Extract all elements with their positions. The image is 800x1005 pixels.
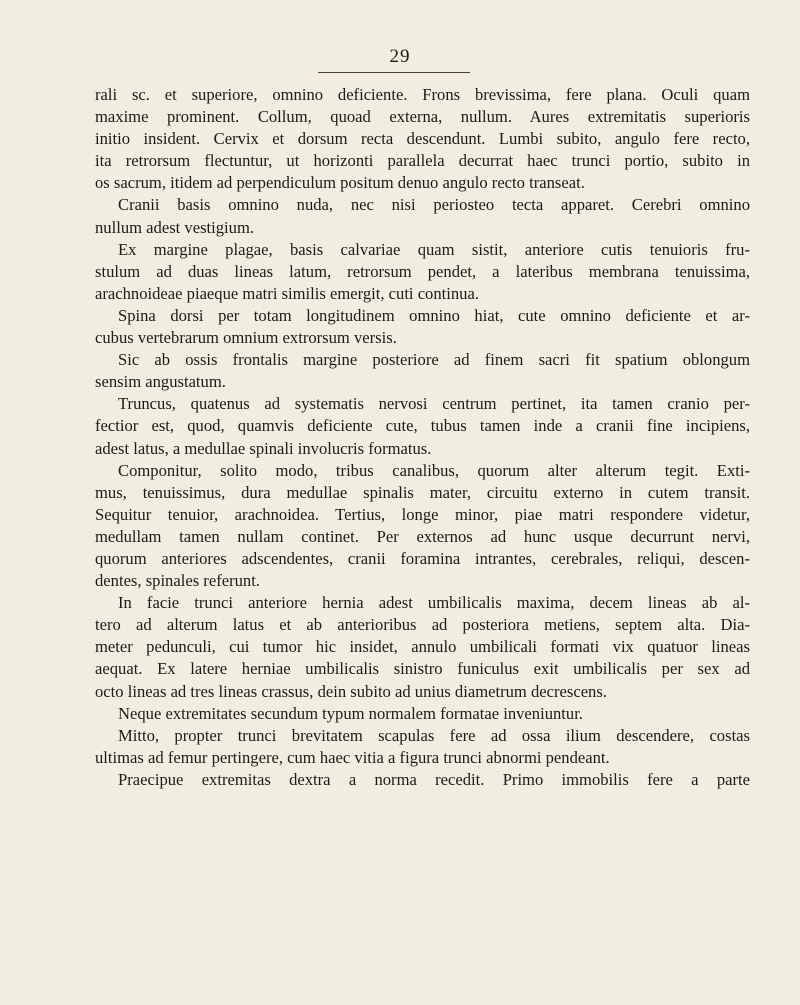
paragraph: [95, 460, 750, 593]
body-text: [95, 84, 750, 791]
text-line: Sic ab ossis frontalis margine posteriore ad finem sacri fit spatium oblongum: [118, 350, 750, 370]
text-line: rali sc. et superiore, omnino deficiente. Frons brevissima, fere plana. Oculi quam: [95, 85, 750, 104]
text-line: adest latus, a medullae spinali involucris formatus.: [95, 438, 432, 458]
text-line: aequat. Ex latere herniae umbilicalis sinistro funiculus exit umbilicalis per sex ad: [95, 659, 750, 679]
text-line: medullam tamen nullam continet. Per externos ad hunc usque decurrunt nervi,: [95, 526, 750, 546]
paragraph: [95, 393, 750, 459]
text-line: arachnoideae piaeque matri similis emergit, cuti continua.: [95, 283, 479, 303]
text-line: ultimas ad femur pertingere, cum haec vitia a figura trunci abnormi pendeant.: [95, 747, 610, 767]
text-line: Ex margine plagae, basis calvariae quam sistit, anteriore cutis tenuioris fru-: [118, 239, 750, 259]
text-line: stulum ad duas lineas latum, retrorsum pendet, a lateribus membrana tenuissima,: [95, 261, 750, 281]
text-line: Truncus, quatenus ad systematis nervosi centrum pertinet, ita tamen cranio per-: [118, 394, 750, 414]
text-line: Cranii basis omnino nuda, nec nisi periosteo tecta apparet. Cerebri omnino: [118, 195, 750, 215]
paragraph: [95, 592, 750, 702]
text-line: octo lineas ad tres lineas crassus, dein subito ad unius diametrum decrescens.: [95, 681, 607, 701]
text-line: initio insident. Cervix et dorsum recta descendunt. Lumbi subito, angulo fere recto,: [95, 129, 750, 149]
text-line: quorum anteriores adscendentes, cranii foramina intrantes, cerebrales, reliqui, descen-: [95, 548, 750, 568]
text-line: fectior est, quod, quamvis deficiente cute, tubus tamen inde a cranii fine incipiens,: [95, 416, 750, 436]
text-line: Neque extremitates secundum typum normalem formatae inveniuntur.: [118, 703, 583, 723]
text-line: nullum adest vestigium.: [95, 217, 255, 237]
text-line: maxime prominent. Collum, quoad externa, nullum. Aures extremitatis superioris: [95, 107, 750, 127]
page-number: 29: [389, 46, 411, 67]
text-line: mus, tenuissimus, dura medullae spinalis mater, circuitu externo in cutem transit.: [95, 482, 750, 502]
text-line: ita retrorsum flectuntur, ut horizonti parallela decurrat haec trunci portio, subito in: [95, 151, 750, 171]
paragraph: [95, 349, 750, 393]
header-rule: [318, 72, 470, 73]
text-line: Spina dorsi per totam longitudinem omnino hiat, cute omnino deficiente et ar-: [118, 305, 750, 325]
text-line: Sequitur tenuior, arachnoidea. Tertius, longe minor, piae matri respondere videtur,: [95, 504, 750, 524]
paragraph: [95, 84, 750, 194]
paragraph: [95, 305, 750, 349]
text-line: In facie trunci anteriore hernia adest umbilicalis maxima, decem lineas ab al-: [118, 593, 750, 613]
text-line: os sacrum, itidem ad perpendiculum positum denuo angulo recto transeat.: [95, 173, 585, 193]
text-line: Praecipue extremitas dextra a norma recedit. Primo immobilis fere a parte: [118, 769, 750, 789]
text-line: sensim angustatum.: [95, 372, 226, 392]
paragraph: [95, 239, 750, 305]
text-line: Componitur, solito modo, tribus canalibus, quorum alter alterum tegit. Exti-: [118, 460, 750, 480]
paragraph: [95, 194, 750, 238]
text-line: meter pedunculi, cui tumor hic insidet, annulo umbilicali formati vix quatuor lineas: [95, 637, 750, 657]
text-line: Mitto, propter trunci brevitatem scapulas fere ad ossa ilium descendere, costas: [118, 725, 750, 745]
text-line: cubus vertebrarum omnium extrorsum versis.: [95, 328, 397, 348]
paragraph: [95, 769, 750, 791]
text-line: dentes, spinales referunt.: [95, 571, 260, 591]
paragraph: [95, 725, 750, 769]
text-line: tero ad alterum latus et ab anterioribus ad posteriora metiens, septem alta. Dia-: [95, 615, 750, 635]
paragraph: [95, 703, 750, 725]
